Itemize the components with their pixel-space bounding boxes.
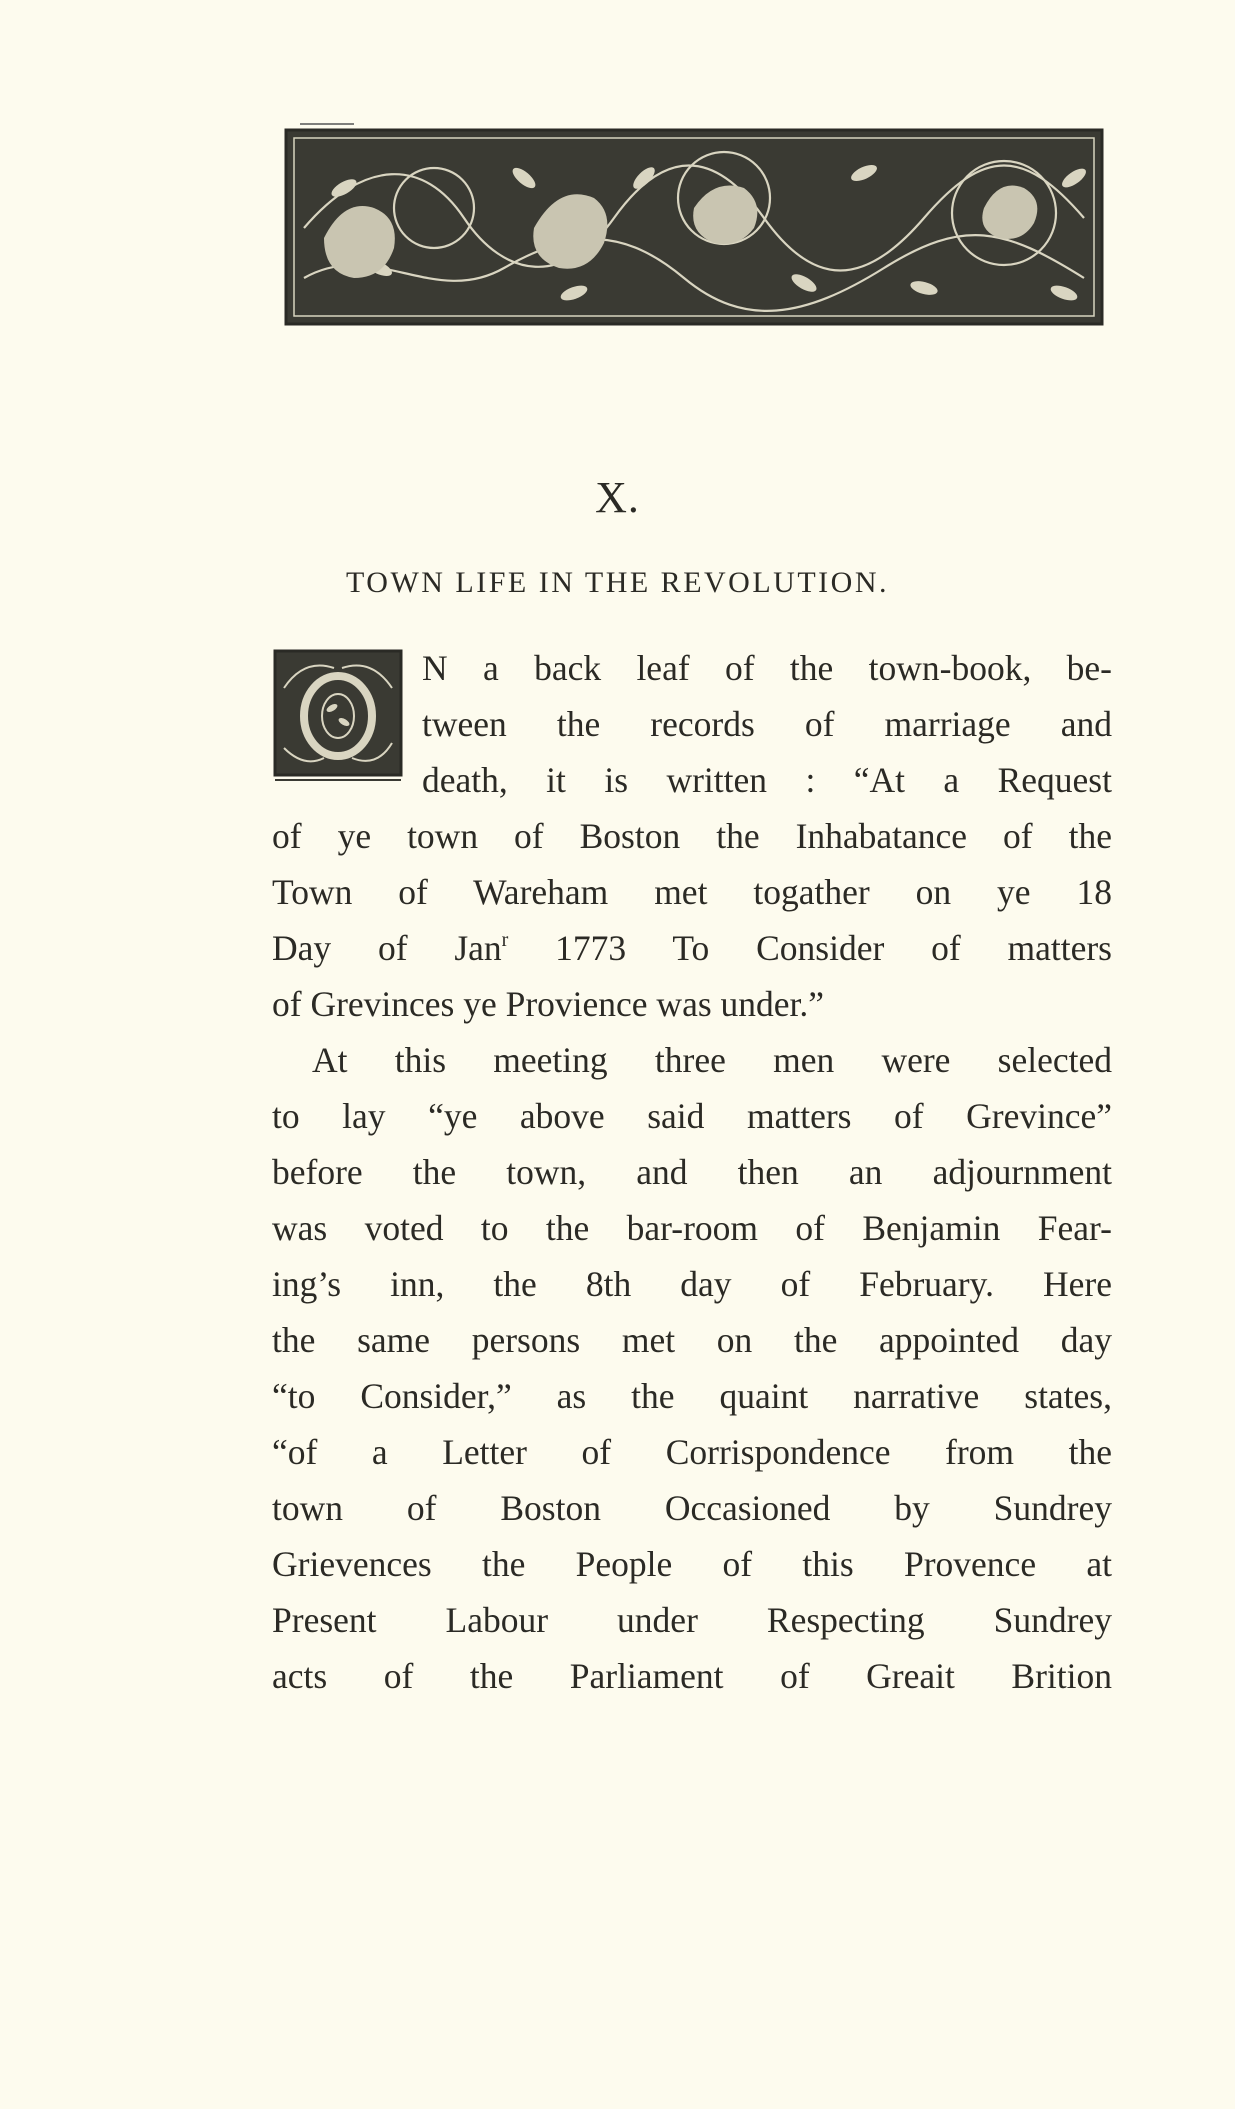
text-line: ing’s inn, the 8th day of February. Here <box>272 1264 1112 1304</box>
text-line: death, it is written : “At a Request <box>422 760 1112 800</box>
body-text <box>272 640 1112 1704</box>
text-line: At this meeting three men were selected <box>312 1040 1112 1080</box>
text-line: town of Boston Occasioned by Sundrey <box>272 1488 1112 1528</box>
text-line: Grievences the People of this Provence at <box>272 1544 1112 1584</box>
text-line: of ye town of Boston the Inhabatance of the <box>272 816 1112 856</box>
text-line: of Grevinces ye Provience was under.” <box>272 984 825 1024</box>
text-line: tween the records of marriage and <box>422 704 1112 744</box>
text-line: acts of the Parliament of Greait Brition <box>272 1656 1112 1696</box>
engraved-animals-vine-ornament-icon <box>284 118 1104 326</box>
text-segment: Day of Jan <box>272 928 502 968</box>
chapter-title: TOWN LIFE IN THE REVOLUTION. <box>346 566 889 599</box>
chapter-number: X. <box>595 473 640 522</box>
text-line: Present Labour under Respecting Sundrey <box>272 1600 1112 1640</box>
text-line: to lay “ye above said matters of Grevince” <box>272 1096 1112 1136</box>
superscript-r: r <box>501 929 509 951</box>
text-line: “of a Letter of Corrispondence from the <box>272 1432 1112 1472</box>
ornamental-headpiece <box>284 118 1104 326</box>
text-line: N a back leaf of the town-book, be- <box>422 648 1112 688</box>
text-line: was voted to the bar-room of Benjamin Fear- <box>272 1208 1112 1248</box>
text-segment: 1773 To Consider of matters <box>508 928 1112 968</box>
text-line: “to Consider,” as the quaint narrative states, <box>272 1376 1112 1416</box>
text-line <box>272 920 1112 976</box>
text-line: before the town, and then an adjournment <box>272 1152 1112 1192</box>
text-line: the same persons met on the appointed day <box>272 1320 1112 1360</box>
text-line: Town of Wareham met togather on ye 18 <box>272 872 1112 912</box>
